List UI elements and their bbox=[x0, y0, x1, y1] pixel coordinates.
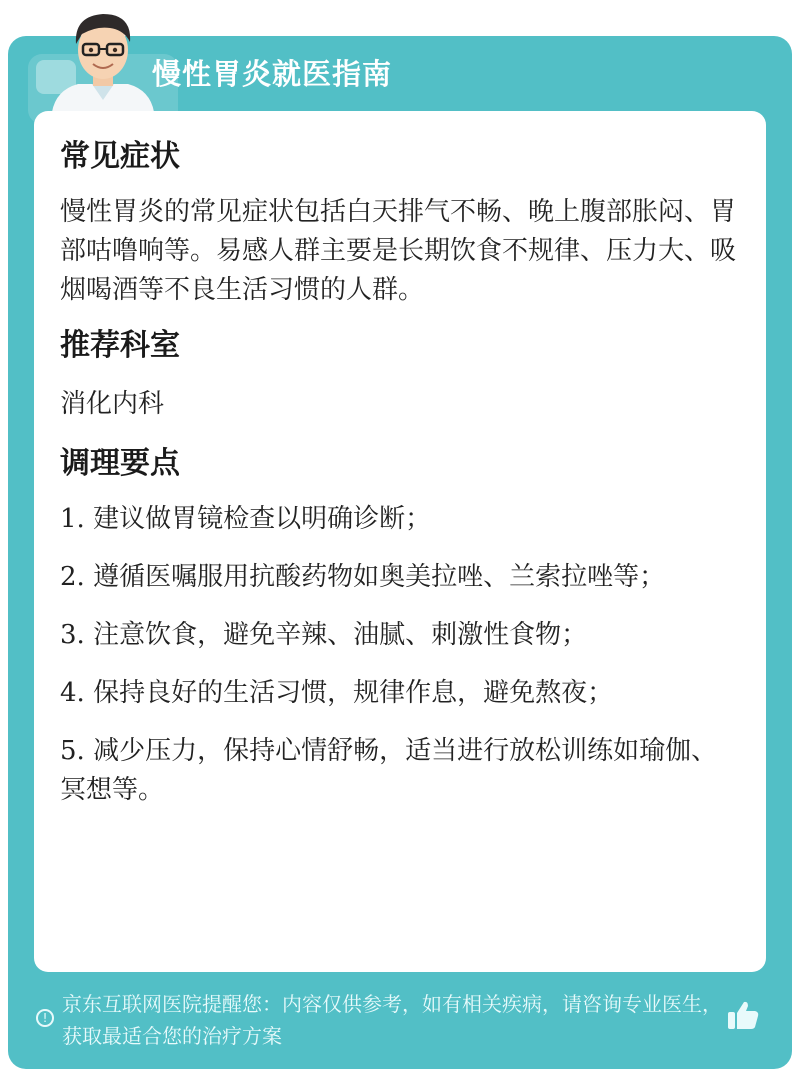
item-number: 3. bbox=[60, 620, 85, 650]
item-number: 5. bbox=[60, 736, 85, 766]
item-text: 保持良好的生活习惯，规律作息，避免熬夜； bbox=[93, 678, 614, 708]
tips-title: 调理要点 bbox=[60, 446, 180, 481]
department-text: 消化内科 bbox=[60, 389, 165, 419]
item-text: 注意饮食，避免辛辣、油腻、刺激性食物； bbox=[93, 620, 588, 650]
item-text: 遵循医嘱服用抗酸药物如奥美拉唑、兰索拉唑等； bbox=[93, 562, 666, 592]
list-item bbox=[60, 732, 740, 810]
item-number: 1. bbox=[60, 504, 85, 534]
item-number: 4. bbox=[60, 678, 85, 708]
doctor-avatar-icon bbox=[48, 4, 158, 112]
thumbs-up-icon[interactable] bbox=[726, 998, 760, 1032]
symptoms-text: 慢性胃炎的常见症状包括白天排气不畅、晚上腹部胀闷、胃部咕噜响等。易感人群主要是长期饮食不规律、压力大、吸烟喝酒等不良生活习惯的人群。 bbox=[60, 197, 737, 305]
item-text: 建议做胃镜检查以明确诊断； bbox=[93, 504, 432, 534]
disclaimer-text: 京东互联网医院提醒您：内容仅供参考，如有相关疾病，请咨询专业医生，获取最适合您的治疗方案 bbox=[62, 992, 722, 1048]
info-icon: ! bbox=[36, 1009, 54, 1027]
content-card bbox=[34, 111, 766, 972]
list-item bbox=[60, 500, 740, 539]
list-item bbox=[60, 558, 740, 597]
list-item bbox=[60, 674, 740, 713]
item-text: 减少压力，保持心情舒畅，适当进行放松训练如瑜伽、冥想等。 bbox=[60, 736, 718, 805]
page-title: 慢性胃炎就医指南 bbox=[152, 57, 393, 91]
list-item bbox=[60, 616, 740, 655]
symptoms-title: 常见症状 bbox=[60, 139, 180, 174]
tips-list bbox=[60, 500, 740, 810]
item-number: 2. bbox=[60, 562, 85, 592]
department-title: 推荐科室 bbox=[60, 328, 180, 363]
